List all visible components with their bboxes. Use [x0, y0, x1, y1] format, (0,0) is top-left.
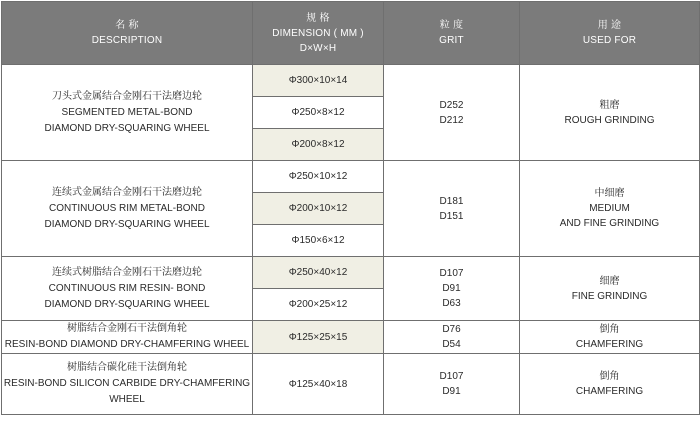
grit-cell: [384, 321, 520, 354]
product-description: [2, 321, 253, 354]
product-name-en: CONTINUOUS RIM METAL-BOND: [49, 202, 205, 214]
product-description: [2, 161, 253, 257]
dimension-cell: Φ250×10×12: [253, 161, 384, 193]
grit-value: D107: [439, 371, 464, 382]
header-row: [2, 2, 700, 65]
used-for-cell: [520, 257, 700, 321]
header-grit-en: GRIT: [439, 35, 464, 46]
header-description-en: DESCRIPTION: [91, 35, 163, 46]
header-grit-cn: 粒 度: [439, 20, 464, 31]
dimension-cell: Φ200×8×12: [253, 129, 384, 161]
product-name-cn: 刀头式金属结合金刚石干法磨边轮: [52, 90, 202, 102]
used-for-en: ROUGH GRINDING: [564, 114, 655, 126]
table-row: [2, 65, 700, 97]
product-name-en: RESIN-BOND DIAMOND DRY-CHAMFERING WHEEL: [4, 339, 250, 350]
grit-cell: [384, 354, 520, 415]
used-for-cell: [520, 321, 700, 354]
product-name-cn: 连续式金属结合金刚石干法磨边轮: [52, 186, 202, 198]
product-name-en: DIAMOND DRY-SQUARING WHEEL: [44, 298, 210, 310]
grit-cell: [384, 257, 520, 321]
product-name-en: DIAMOND DRY-SQUARING WHEEL: [44, 218, 210, 230]
used-for-cn: 倒角: [599, 324, 620, 335]
used-for-en: AND FINE GRINDING: [559, 218, 660, 229]
table-row: [2, 257, 700, 289]
product-description: [2, 65, 253, 161]
product-name-cn: 树脂结合金刚石干法倒角轮: [67, 323, 187, 334]
grit-value: D76: [442, 324, 461, 335]
used-for-cn: 粗磨: [599, 99, 620, 111]
product-name-en: WHEEL: [109, 394, 145, 405]
used-for-en: CHAMFERING: [575, 386, 644, 397]
dimension-cell: Φ300×10×14: [253, 65, 384, 97]
grit-value: D91: [442, 386, 461, 397]
table-row: [2, 354, 700, 415]
product-name-cn: 连续式树脂结合金刚石干法磨边轮: [52, 266, 202, 278]
product-description: [2, 354, 253, 415]
product-name-cn: 树脂结合碳化硅干法倒角轮: [67, 362, 187, 373]
product-spec-table-container: [1, 1, 699, 421]
dimension-cell: Φ250×8×12: [253, 97, 384, 129]
header-dimension-formula: D×W×H: [299, 42, 337, 54]
grit-value: D63: [442, 298, 461, 309]
header-grit: [384, 2, 520, 65]
used-for-en: FINE GRINDING: [571, 290, 648, 302]
header-dimension-en: DIMENSION ( MM ): [272, 27, 364, 39]
header-used-for-en: USED FOR: [582, 35, 637, 46]
grit-value: D252: [439, 99, 464, 111]
header-description: [2, 2, 253, 65]
grit-cell: [384, 65, 520, 161]
header-used-for-cn: 用 途: [597, 20, 622, 31]
product-name-en: SEGMENTED METAL-BOND: [61, 106, 193, 118]
product-name-en: CONTINUOUS RIM RESIN- BOND: [48, 282, 206, 294]
grit-value: D54: [442, 339, 461, 350]
header-dimension-cn: 规 格: [306, 12, 330, 24]
grit-cell: [384, 161, 520, 257]
table-row: [2, 321, 700, 354]
grit-value: D91: [442, 283, 461, 294]
dimension-cell: Φ200×10×12: [253, 193, 384, 225]
used-for-cell: [520, 354, 700, 415]
used-for-cn: 细磨: [599, 275, 620, 287]
used-for-en: CHAMFERING: [575, 339, 644, 350]
used-for-cn: 倒角: [599, 371, 620, 382]
header-dimension: [253, 2, 384, 65]
product-description: [2, 257, 253, 321]
product-spec-table: [1, 1, 700, 415]
dimension-cell: Φ150×6×12: [253, 225, 384, 257]
product-name-en: RESIN-BOND SILICON CARBIDE DRY-CHAMFERING: [3, 378, 251, 389]
used-for-en: MEDIUM: [589, 203, 630, 214]
grit-value: D181: [439, 195, 464, 207]
used-for-cn: 中细磨: [594, 188, 625, 199]
dimension-cell: Φ250×40×12: [253, 257, 384, 289]
header-used-for: [520, 2, 700, 65]
dimension-cell: Φ125×40×18: [253, 354, 384, 415]
grit-value: D151: [439, 210, 464, 222]
table-row: [2, 161, 700, 193]
used-for-cell: [520, 161, 700, 257]
product-name-en: DIAMOND DRY-SQUARING WHEEL: [44, 122, 210, 134]
used-for-cell: [520, 65, 700, 161]
grit-value: D212: [439, 114, 464, 126]
dimension-cell: Φ125×25×15: [253, 321, 384, 354]
grit-value: D107: [439, 268, 464, 279]
dimension-cell: Φ200×25×12: [253, 289, 384, 321]
header-description-cn: 名 称: [115, 20, 139, 31]
